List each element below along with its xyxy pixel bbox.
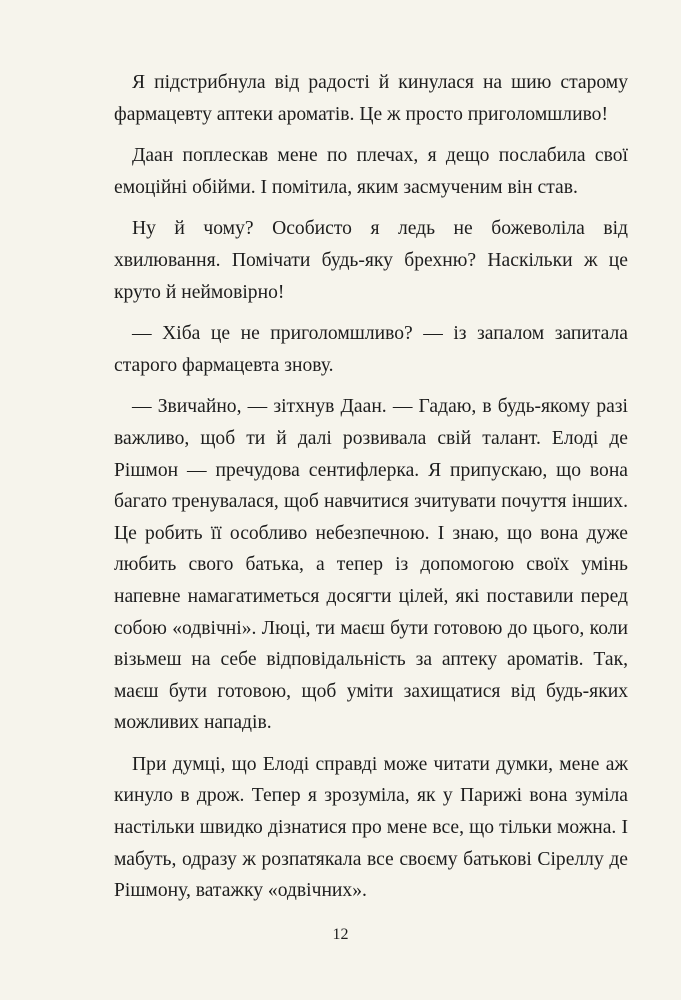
text-body — [114, 67, 628, 917]
paragraph-6: При думці, що Елоді справді може читати думки, мене аж кинуло в дрож. Тепер я зрозуміла, як у Парижі вона зуміла настільки швидко дізнатися про мене все, що тільки можна. І мабуть, одразу ж розпатякала все своєму батькові Сіреллу де Рішмону, ватажку «одвічних». — [114, 753, 628, 902]
paragraph-3: Ну й чому? Особисто я ледь не божеволіла від хвилювання. Помічати будь-яку брехню? Наскільки ж це круто й неймовірно! — [114, 218, 628, 303]
page-number: 12 — [332, 926, 349, 943]
paragraph-1: Я підстрибнула від радості й кинулася на шию старому фармацевту аптеки ароматів. Це ж просто приголомшливо! — [114, 72, 628, 125]
paragraph-4: — Хіба це не приголомшливо? — із запалом запитала старого фармацевта знову. — [114, 323, 628, 376]
paragraph-5: — Звичайно, — зітхнув Даан. — Гадаю, в будь-якому разі важливо, щоб ти й далі розвивала свій талант. Елоді де Рішмон — пречудова сентифлерка. Я припускаю, що вона багато тренувалася, щоб навчитися зчитувати почуття інших. Це робить її особливо небезпечною. І знаю, що вона дуже любить свого батька, а тепер із допомогою своїх умінь напевне намагатиметься досягти цілей, які поставили перед собою «одвічні». Люці, ти маєш бути готовою до цього, коли візьмеш на себе відповідальність за аптеку ароматів. Так, маєш бути готовою, щоб уміти захищатися від будь-яких можливих нападів. — [114, 396, 628, 734]
paragraph-2: Даан поплескав мене по плечах, я дещо послабила свої емоційні обійми. І помітила, яким засмученим він став. — [114, 145, 628, 198]
